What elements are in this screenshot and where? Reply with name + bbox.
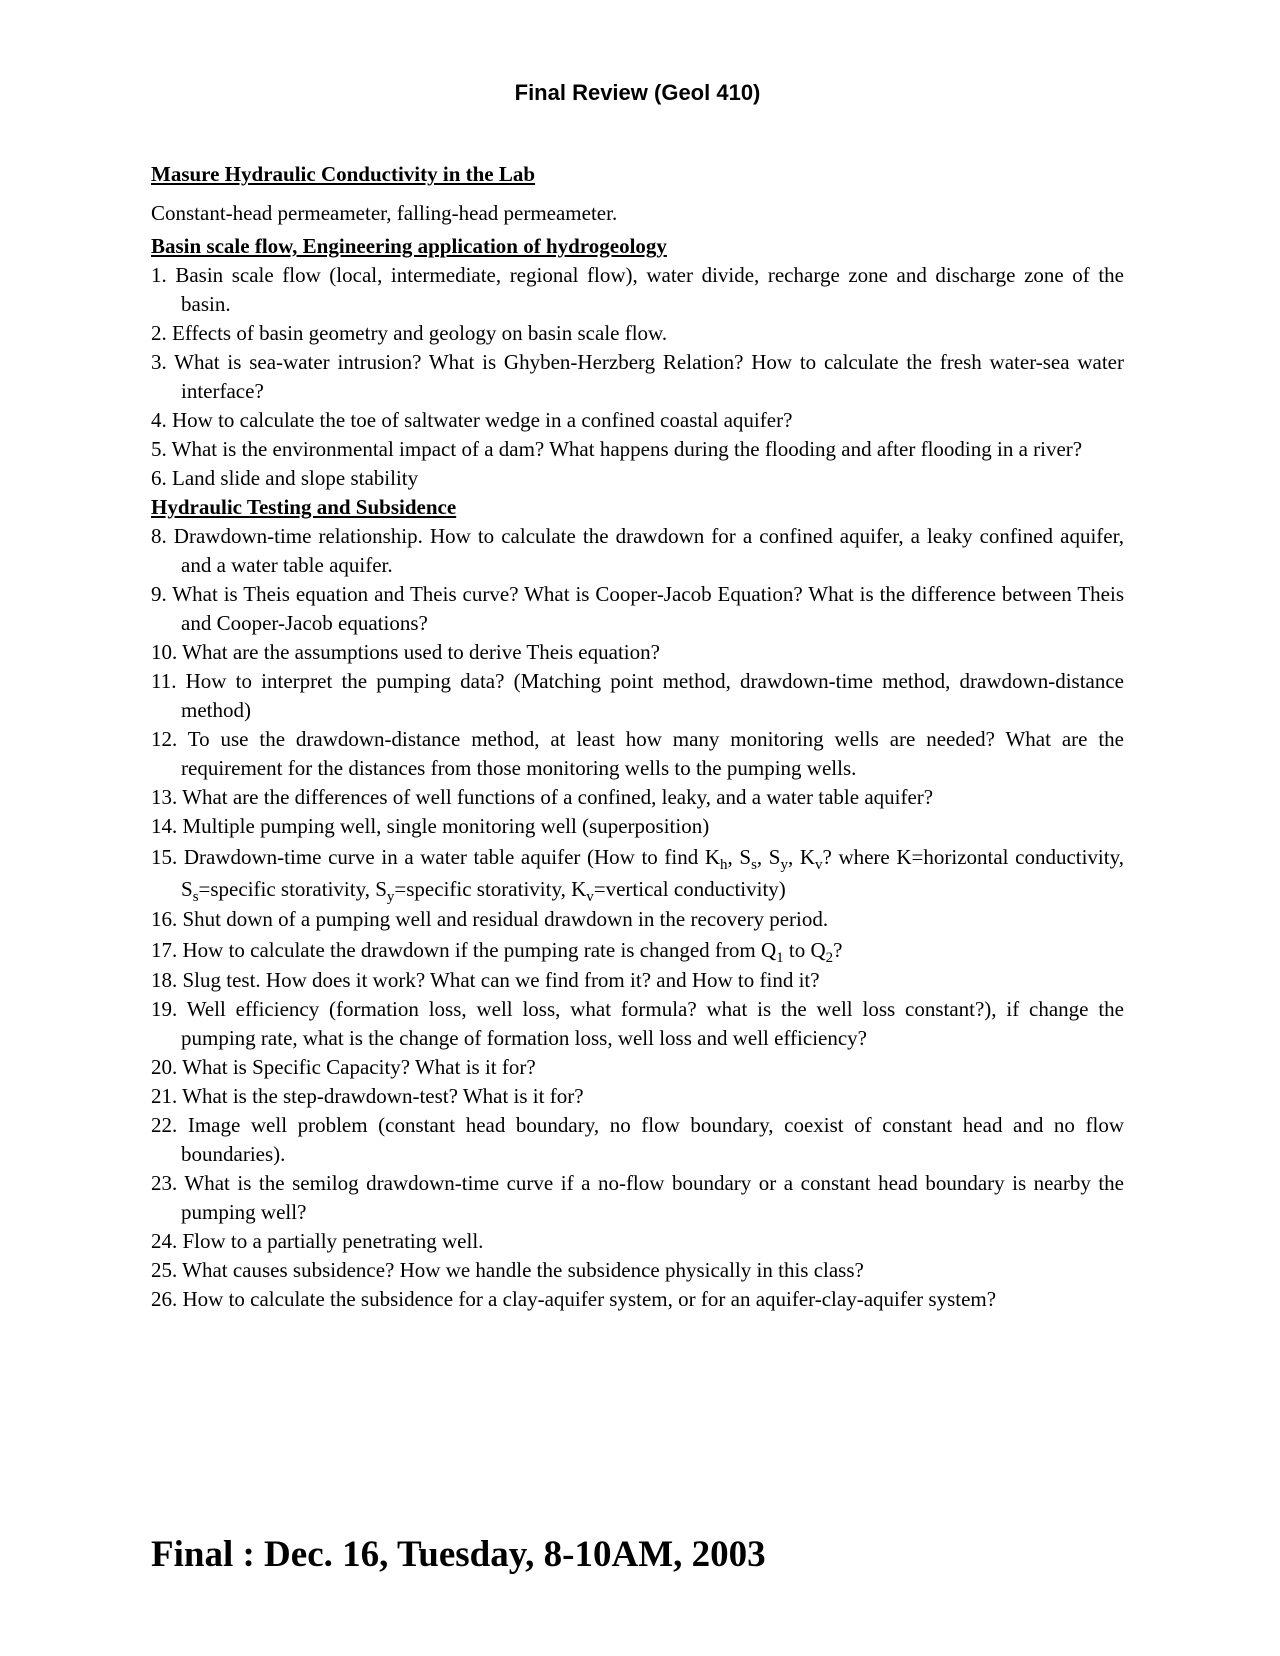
list-item: 6. Land slide and slope stability <box>151 466 419 490</box>
list-item-15: 15. Drawdown-time curve in a water table aquifer (How to find $K_h$, $S_s$, $S_y$, $K_v$? where K=horizontal conductivity, $S_s=specific$ storativity, $S_y=specific$ storativity, $K_v=vertical$ conductivity) <box>151 845 1124 905</box>
list-item-17: 17. How to calculate the drawdown if the pumping rate is changed from $Q_1$ to $Q_2$? <box>151 938 843 966</box>
list-item: 21. What is the step-drawdown-test? What is it for? <box>151 1084 584 1108</box>
section-heading-basin: Basin scale flow, Engineering application of hydrogeology <box>151 234 667 258</box>
section-heading-lab: Masure Hydraulic Conductivity in the Lab <box>151 162 536 186</box>
list-item: 24. Flow to a partially penetrating well. <box>151 1229 484 1253</box>
document-title: Final Review (Geol 410) <box>514 80 761 105</box>
list-item: 14. Multiple pumping well, single monitoring well (superposition) <box>151 814 710 838</box>
list-item: 2. Effects of basin geometry and geology on basin scale flow. <box>151 321 668 345</box>
list-item: 8. Drawdown-time relationship. How to calculate the drawdown for a confined aquifer, a leaky confined aquifer, and a water table aquifer. <box>151 524 1124 577</box>
basin-question-list <box>151 261 1124 493</box>
list-item: 16. Shut down of a pumping well and residual drawdown in the recovery period. <box>151 907 829 931</box>
list-item: 20. What is Specific Capacity? What is it for? <box>151 1055 536 1079</box>
list-item: 4. How to calculate the toe of saltwater wedge in a confined coastal aquifer? <box>151 408 793 432</box>
section-heading-testing: Hydraulic Testing and Subsidence <box>151 495 457 519</box>
list-item: 26. How to calculate the subsidence for a clay-aquifer system, or for an aquifer-clay-aquifer system? <box>151 1287 997 1311</box>
list-item: 18. Slug test. How does it work? What can we find from it? and How to find it? <box>151 968 820 992</box>
list-item: 10. What are the assumptions used to derive Theis equation? <box>151 640 660 664</box>
list-item: 12. To use the drawdown-distance method, at least how many monitoring wells are needed? What are the requirement for the distances from those monitoring wells to the pumping wells. <box>151 727 1124 780</box>
document-body <box>151 160 1124 1314</box>
section-intro-lab: Constant-head permeameter, falling-head permeameter. <box>151 201 618 225</box>
list-item: 22. Image well problem (constant head boundary, no flow boundary, coexist of constant head and no flow boundaries). <box>151 1113 1124 1166</box>
final-exam-date: Final : Dec. 16, Tuesday, 8-10AM, 2003 <box>151 1534 766 1575</box>
list-item: 5. What is the environmental impact of a dam? What happens during the flooding and after flooding in a river? <box>151 437 1083 461</box>
list-item: 23. What is the semilog drawdown-time curve if a no-flow boundary or a constant head boundary is nearby the pumping well? <box>151 1171 1124 1224</box>
list-item: 1. Basin scale flow (local, intermediate, regional flow), water divide, recharge zone and discharge zone of the basin. <box>151 263 1124 316</box>
testing-question-list <box>151 522 1124 1314</box>
list-item: 11. How to interpret the pumping data? (Matching point method, drawdown-time method, drawdown-distance method) <box>151 669 1124 722</box>
list-item: 19. Well efficiency (formation loss, well loss, what formula? what is the well loss constant?), if change the pumping rate, what is the change of formation loss, well loss and well efficiency? <box>151 997 1124 1050</box>
list-item: 3. What is sea-water intrusion? What is Ghyben-Herzberg Relation? How to calculate the fresh water-sea water interface? <box>151 350 1124 403</box>
list-item: 9. What is Theis equation and Theis curve? What is Cooper-Jacob Equation? What is the difference between Theis and Cooper-Jacob equations? <box>151 582 1124 635</box>
list-item: 25. What causes subsidence? How we handle the subsidence physically in this class? <box>151 1258 864 1282</box>
list-item: 13. What are the differences of well functions of a confined, leaky, and a water table aquifer? <box>151 785 934 809</box>
